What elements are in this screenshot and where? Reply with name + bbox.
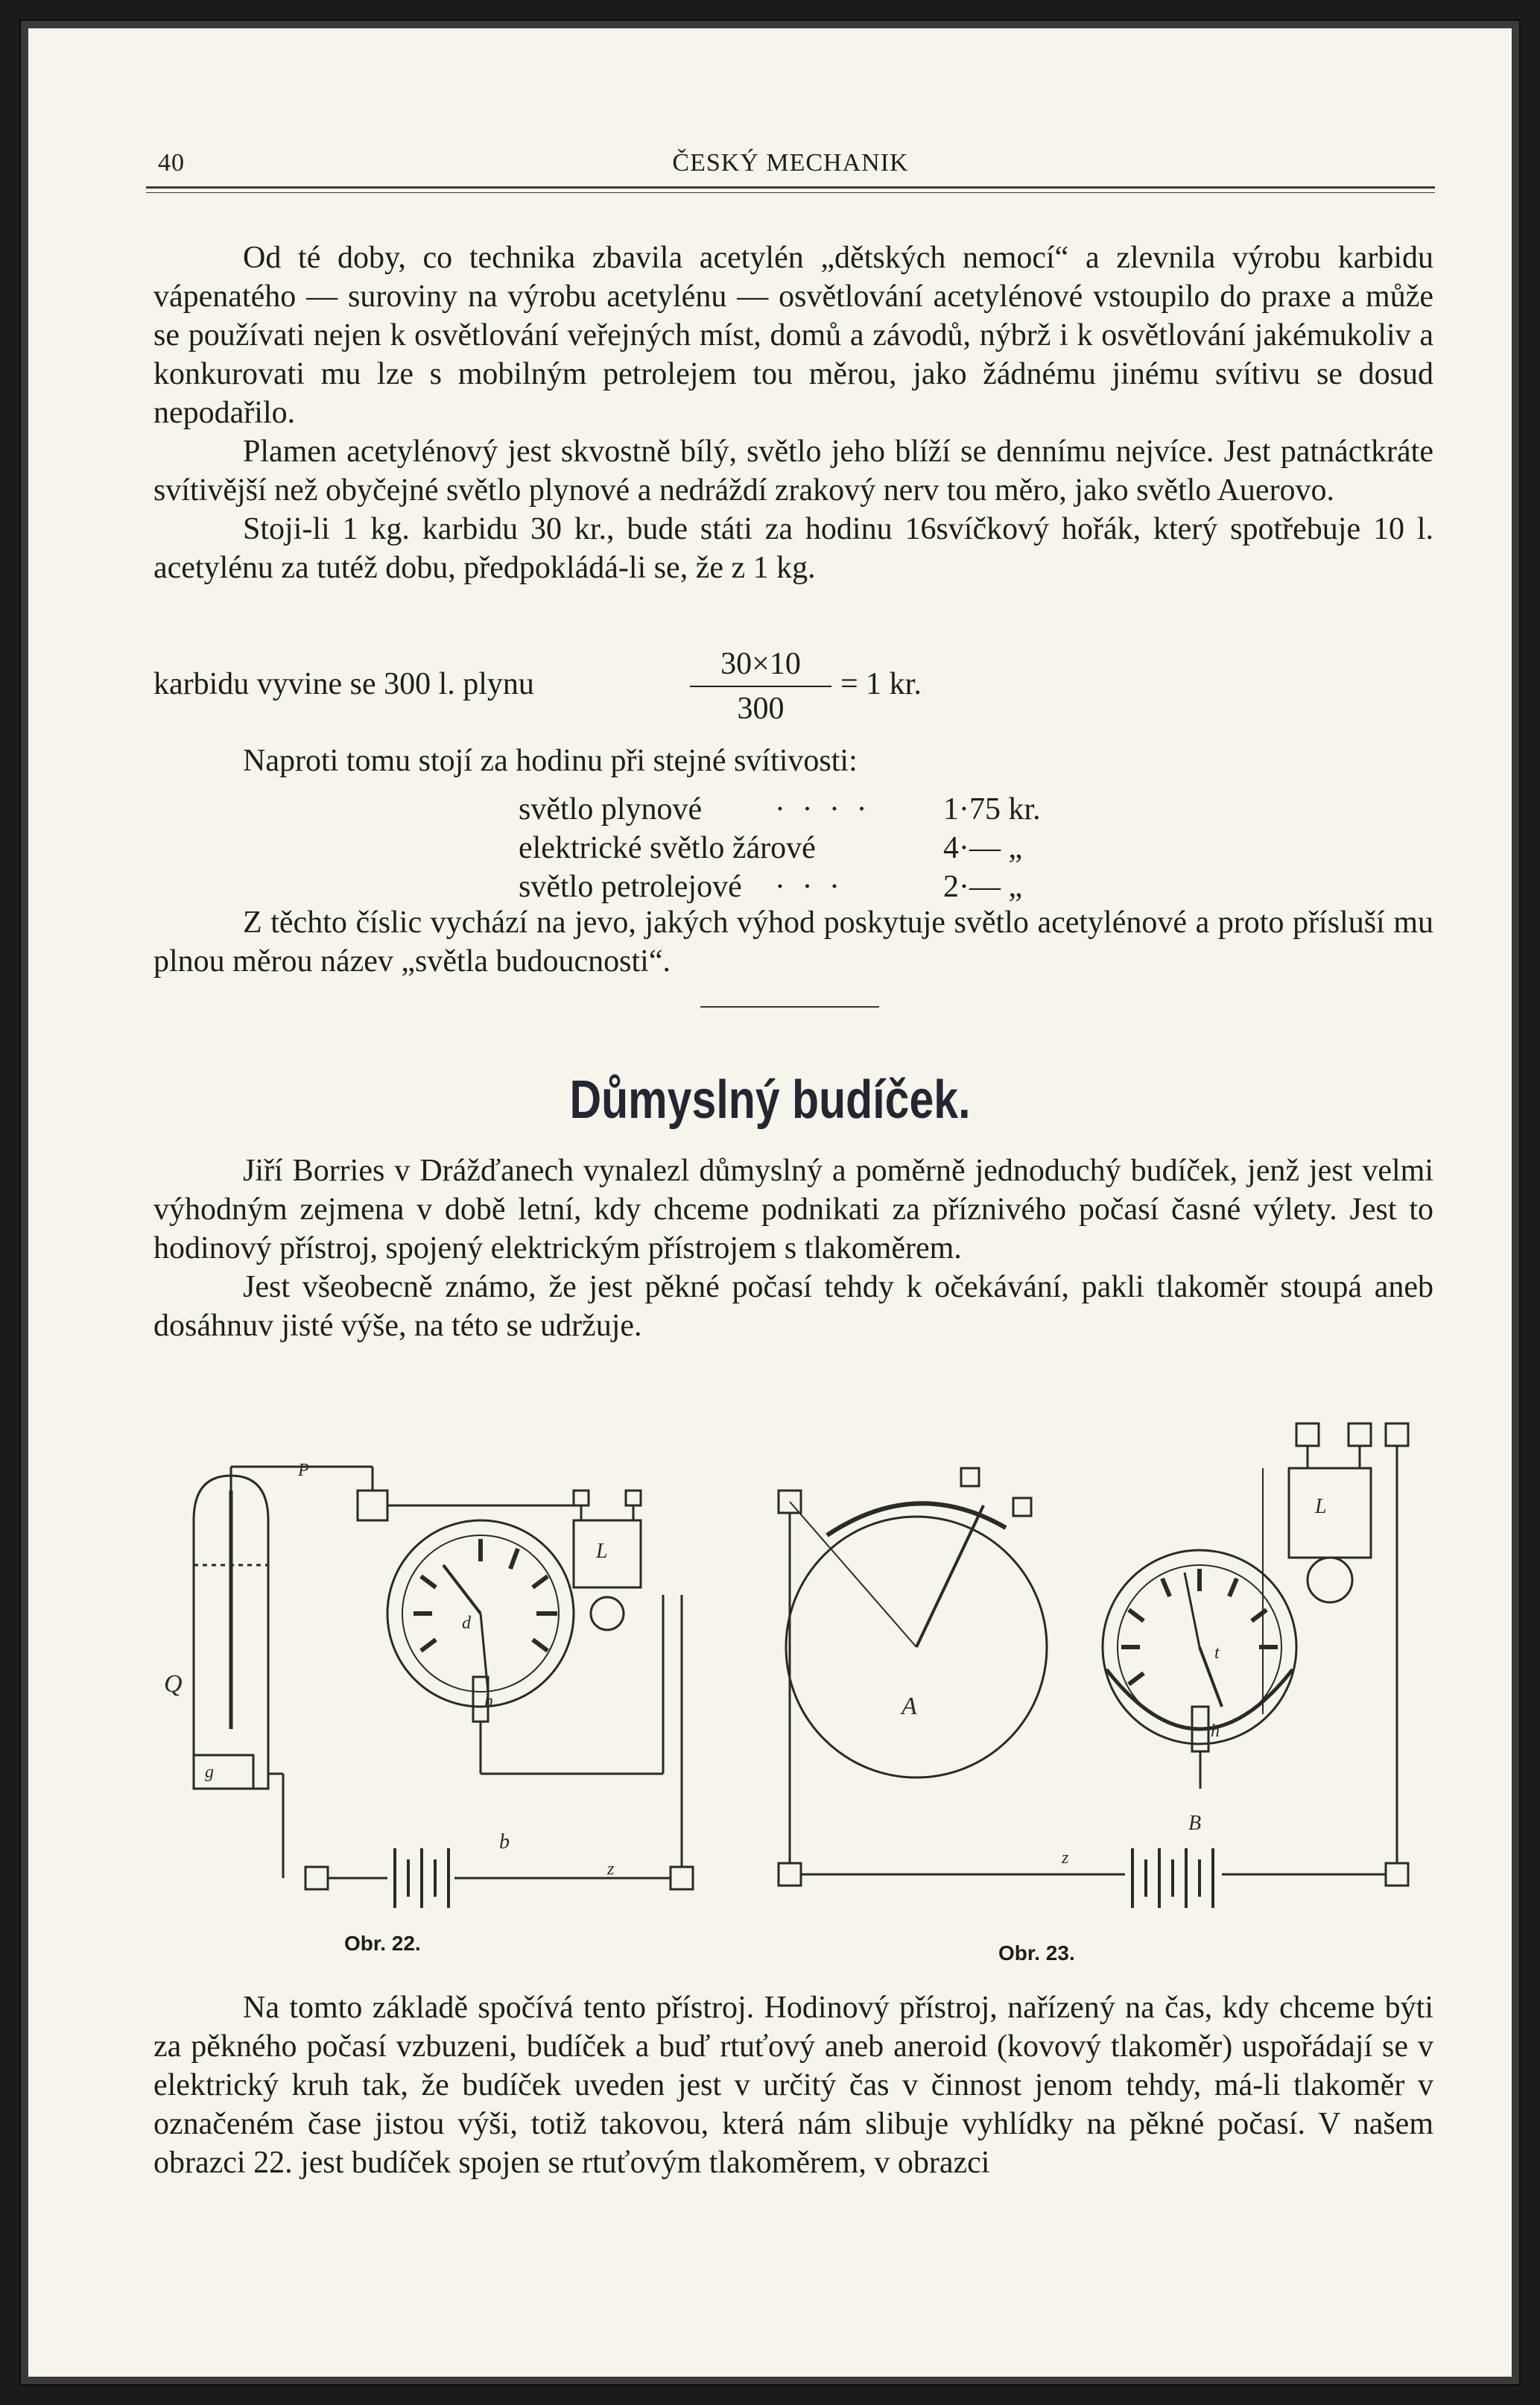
article-body	[153, 1151, 1433, 1345]
section-divider	[700, 1006, 879, 1008]
row-value: 2·— „	[943, 870, 1023, 904]
formula-numerator: 30×10	[720, 647, 801, 681]
label-g: g	[205, 1763, 214, 1782]
row-label: světlo petrolejové	[519, 870, 742, 904]
table-row	[149, 829, 1429, 867]
table-row	[149, 790, 1429, 829]
label-l: L	[596, 1540, 608, 1563]
terminal	[1013, 1498, 1031, 1516]
figure-22-caption: Obr. 22.	[344, 1932, 421, 1955]
fraction-bar	[690, 686, 831, 687]
label-q: Q	[164, 1670, 183, 1698]
bell-box	[1289, 1468, 1371, 1558]
paragraph: Od té doby, co technika zbavila acetylén „dětských nemocí“ a zlevnila výrobu karbidu vápenatého — suroviny na výrobu acetylénu — osvětlování acetylénové vstoupilo do praxe a může se používati nejen k osvětlování veřejných míst, domů a závodů, nýbrž i k osvětlování jakémukoliv a konkurovati mu lze s mobilným petrolejem tou měrou, jako žádnému jinému svítivu se dosud nepodařilo.	[153, 241, 1433, 430]
page-header	[146, 149, 1435, 179]
row-value: 1·75 kr.	[943, 792, 1041, 827]
aneroid-scale	[827, 1503, 1006, 1535]
label-z: z	[1062, 1848, 1069, 1868]
row-label: elektrické světlo žárové	[519, 831, 816, 865]
header-rule-thin	[146, 192, 1435, 193]
page-number: 40	[158, 149, 185, 177]
comparison-intro: Naproti tomu stojí za hodinu při stejné svítivosti:	[243, 744, 858, 778]
running-title: ČESKÝ MECHANIK	[672, 149, 909, 177]
header-rule	[146, 186, 1435, 189]
formula-fraction	[690, 645, 831, 727]
terminal	[961, 1468, 979, 1486]
cost-comparison-table	[149, 790, 1429, 906]
figure-23-diagram	[767, 1401, 1423, 1938]
row-dots: · · · ·	[775, 792, 872, 827]
paragraph: Stoji-li 1 kg. karbidu 30 kr., bude státi za hodinu 16svíčkový hořák, který spotřebuje 10 l. acetylénu za tutéž dobu, předpokládá-li se, že z 1 kg.	[153, 512, 1433, 585]
terminal	[358, 1491, 387, 1520]
article-title: Důmyslný budíček.	[569, 1070, 971, 1130]
section1-body	[153, 238, 1433, 587]
row-dots: · · ·	[775, 870, 844, 904]
terminal	[1386, 1863, 1408, 1886]
article-continuation	[153, 1988, 1433, 2182]
terminal	[626, 1491, 641, 1505]
terminal	[305, 1867, 328, 1889]
label-b: b	[499, 1830, 510, 1853]
terminal	[1349, 1423, 1371, 1446]
comparison-intro-block	[153, 742, 1433, 780]
clock-hand-hour	[443, 1565, 481, 1614]
terminal	[1386, 1423, 1408, 1446]
paragraph: Jest všeobecně známo, že jest pěkné počasí tehdy k očekávání, pakli tlakoměr stoupá aneb dosáhnuv jisté výše, na této se udržuje.	[153, 1270, 1433, 1343]
formula-result: = 1 kr.	[840, 667, 922, 701]
bell	[1308, 1558, 1352, 1602]
terminal	[1296, 1423, 1319, 1446]
aneroid-pointer	[916, 1505, 983, 1647]
row-value: 4·— „	[943, 831, 1023, 865]
label-a: A	[901, 1693, 917, 1720]
paragraph: Jiří Borries v Drážďanech vynalezl důmyslný a poměrně jednoduchý budíček, jenž jest velmi výhodným zejmena v době letní, kdy chceme podnikati za příznivého počasí časné výlety. Jest to hodinový přístroj, spojený elektrickým přístrojem s tlakoměrem.	[153, 1154, 1433, 1265]
label-h: h	[1211, 1722, 1220, 1741]
terminal	[779, 1863, 801, 1886]
section1-closing	[153, 903, 1433, 981]
mercury-cup	[194, 1755, 253, 1789]
row-label: světlo plynové	[519, 792, 703, 827]
bell	[591, 1597, 624, 1630]
terminal	[671, 1867, 693, 1889]
formula-denominator: 300	[737, 692, 785, 726]
paragraph: Plamen acetylénový jest skvostně bílý, světlo jeho blíží se dennímu nejvíce. Jest patnáctkráte svítivější než obyčejné světlo plynové a nedráždí zrakový nerv tou měro, jako světlo Auerovo.	[153, 434, 1433, 508]
paragraph: Na tomto základě spočívá tento přístroj. Hodinový přístroj, nařízený na čas, kdy chceme býti za pěkného počasí vzbuzeni, budíček a buď rtuťový aneb aneroid (kovový tlakoměr) uspořádají se v elektrický kruh tak, že budíček uveden jest v určitý čas v činnost jenom tehdy, má-li tlakoměr v označeném čase jistou výši, totiž takovou, která nám slibuje vyhlídky na pěkné počasí. V našem obrazci 22. jest budíček spojen se rtuťovým tlakoměrem, v obrazci	[153, 1991, 1433, 2180]
clock-numerals	[413, 1539, 557, 1651]
paragraph: Z těchto číslic vychází na jevo, jakých výhod poskytuje světlo acetylénové a proto přísluší mu plnou měrou název „světla budoucnosti“.	[153, 906, 1433, 979]
cost-formula	[153, 645, 1433, 735]
figure-23-caption: Obr. 23.	[998, 1941, 1075, 1965]
battery	[395, 1848, 449, 1908]
label-z: z	[607, 1859, 615, 1879]
label-t: t	[1214, 1643, 1220, 1663]
label-h: h	[484, 1692, 493, 1711]
label-b: B	[1188, 1812, 1202, 1835]
battery	[1132, 1848, 1213, 1908]
terminal	[574, 1491, 589, 1505]
label-d: d	[462, 1614, 471, 1633]
label-p: P	[298, 1461, 309, 1480]
table-row	[149, 867, 1429, 906]
formula-lead: karbidu vyvine se 300 l. plynu	[153, 667, 534, 701]
label-l: L	[1315, 1495, 1327, 1518]
figure-22-diagram	[149, 1461, 730, 1938]
